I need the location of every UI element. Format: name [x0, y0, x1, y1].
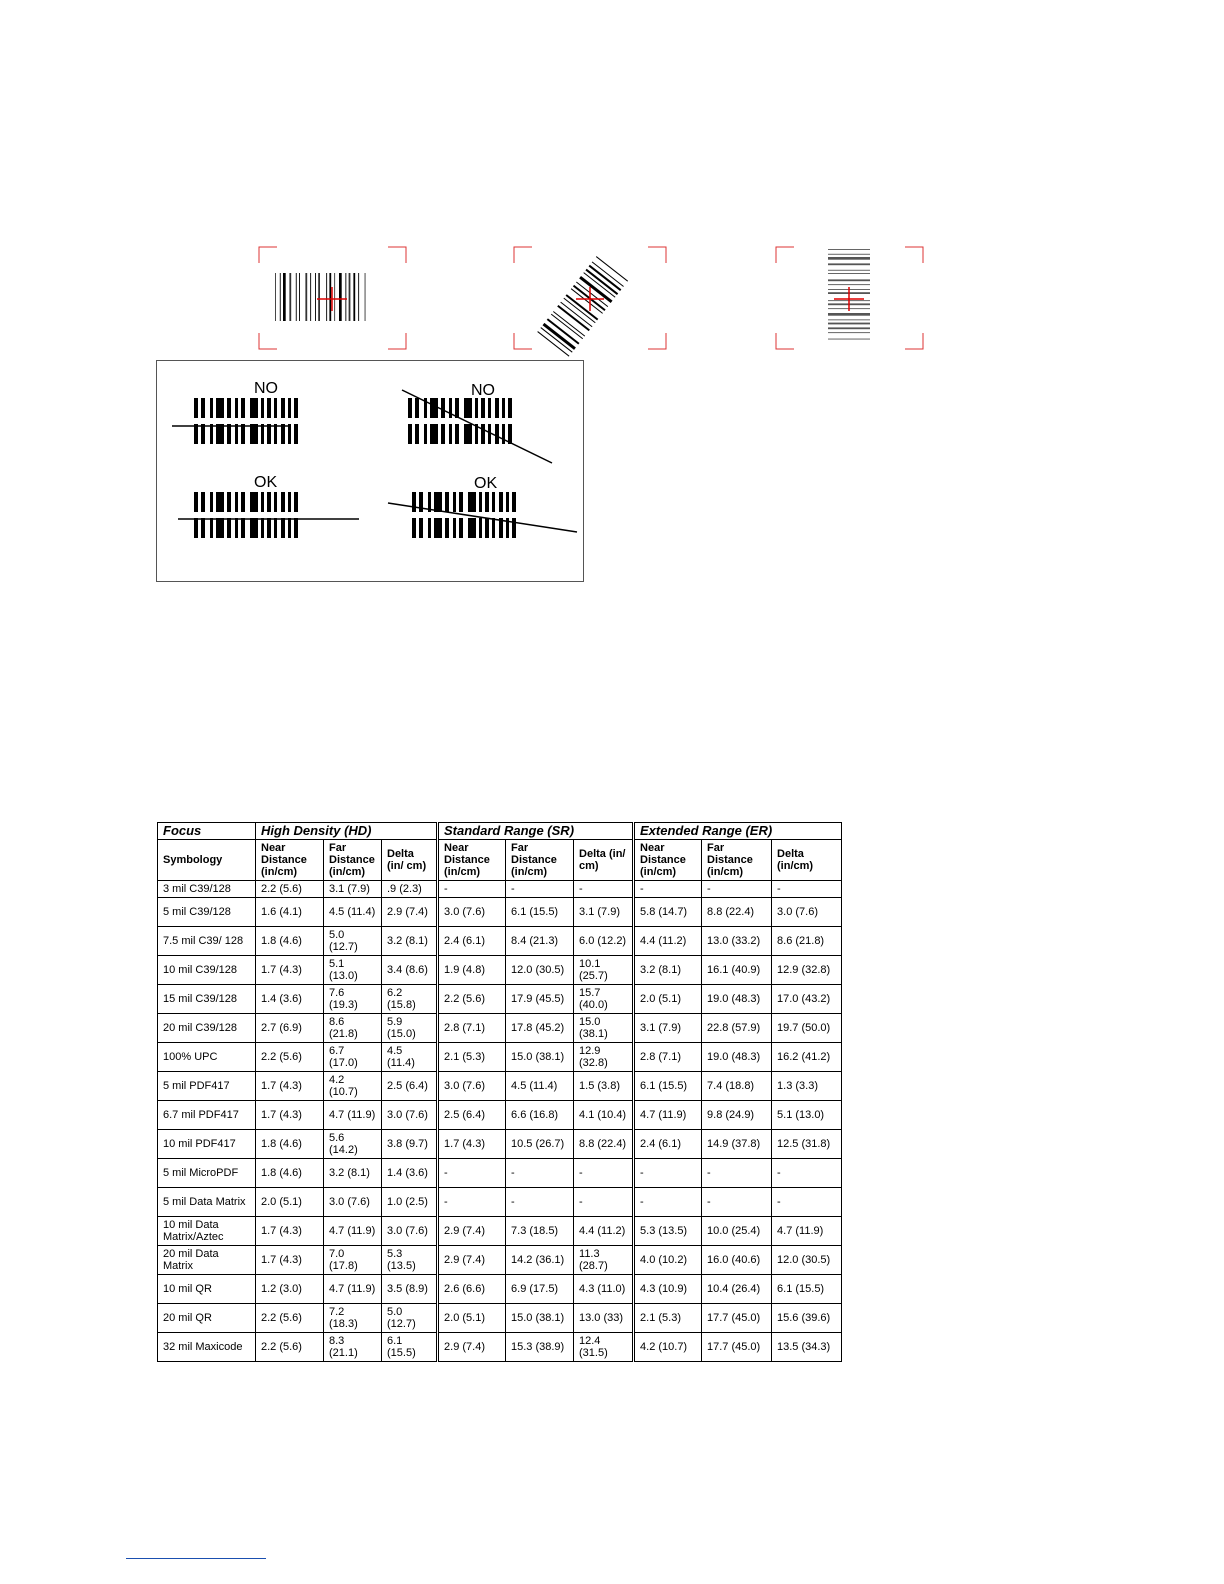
aiming-figure-horizontal [255, 243, 410, 353]
value-cell: - [772, 1159, 842, 1188]
value-cell: 2.1 (5.3) [634, 1304, 702, 1333]
symbology-cell: 6.7 mil PDF417 [158, 1101, 256, 1130]
value-cell: 17.9 (45.5) [506, 985, 574, 1014]
symbology-cell: 5 mil C39/128 [158, 898, 256, 927]
value-cell: 4.3 (10.9) [634, 1275, 702, 1304]
symbology-cell: 7.5 mil C39/ 128 [158, 927, 256, 956]
value-cell: 1.4 (3.6) [256, 985, 324, 1014]
value-cell: 13.0 (33.2) [702, 927, 772, 956]
symbology-cell: 10 mil C39/128 [158, 956, 256, 985]
value-cell: - [634, 1188, 702, 1217]
value-cell: 3.8 (9.7) [382, 1130, 438, 1159]
value-cell: 19.0 (48.3) [702, 1043, 772, 1072]
value-cell: 15.0 (38.1) [506, 1043, 574, 1072]
value-cell: 3.4 (8.6) [382, 956, 438, 985]
value-cell: 2.0 (5.1) [634, 985, 702, 1014]
value-cell: 8.4 (21.3) [506, 927, 574, 956]
value-cell: - [702, 1159, 772, 1188]
value-cell: 2.5 (6.4) [438, 1101, 506, 1130]
value-cell: 4.3 (11.0) [574, 1275, 634, 1304]
value-cell: 9.8 (24.9) [702, 1101, 772, 1130]
value-cell: 15.7 (40.0) [574, 985, 634, 1014]
value-cell: 12.5 (31.8) [772, 1130, 842, 1159]
aiming-figure-diagonal [510, 237, 670, 357]
value-cell: 2.6 (6.6) [438, 1275, 506, 1304]
value-cell: .9 (2.3) [382, 881, 438, 898]
value-cell: 6.9 (17.5) [506, 1275, 574, 1304]
value-cell: 19.7 (50.0) [772, 1014, 842, 1043]
symbology-cell: 5 mil Data Matrix [158, 1188, 256, 1217]
value-cell: 16.2 (41.2) [772, 1043, 842, 1072]
value-cell: 8.3 (21.1) [324, 1333, 382, 1362]
symbology-cell: 15 mil C39/128 [158, 985, 256, 1014]
value-cell: 7.2 (18.3) [324, 1304, 382, 1333]
value-cell: 15.6 (39.6) [772, 1304, 842, 1333]
value-cell: 2.4 (6.1) [634, 1130, 702, 1159]
value-cell: 2.8 (7.1) [438, 1014, 506, 1043]
value-cell: 2.2 (5.6) [256, 1043, 324, 1072]
aiming-figure-vertical [772, 243, 927, 353]
symbology-cell: 10 mil PDF417 [158, 1130, 256, 1159]
column-header: Delta (in/cm) [772, 840, 842, 881]
value-cell: 4.4 (11.2) [574, 1217, 634, 1246]
table-row [158, 1304, 842, 1333]
table-row [158, 1014, 842, 1043]
symbology-cell: 3 mil C39/128 [158, 881, 256, 898]
label-ok-1: OK [254, 474, 278, 491]
table-row [158, 898, 842, 927]
value-cell: 1.5 (3.8) [574, 1072, 634, 1101]
value-cell: 8.8 (22.4) [574, 1130, 634, 1159]
group-hd-header: High Density (HD) [256, 823, 438, 840]
value-cell: 1.0 (2.5) [382, 1188, 438, 1217]
symbology-cell: 10 mil QR [158, 1275, 256, 1304]
value-cell: 12.9 (32.8) [574, 1043, 634, 1072]
value-cell: 12.4 (31.5) [574, 1333, 634, 1362]
value-cell: 3.0 (7.6) [382, 1217, 438, 1246]
crosshair-icon [834, 287, 864, 311]
value-cell: 4.5 (11.4) [382, 1043, 438, 1072]
decode-range-table [157, 822, 842, 1362]
value-cell: 5.3 (13.5) [382, 1246, 438, 1275]
value-cell: 17.8 (45.2) [506, 1014, 574, 1043]
value-cell: 1.8 (4.6) [256, 927, 324, 956]
value-cell: 2.8 (7.1) [634, 1043, 702, 1072]
table-row [158, 1217, 842, 1246]
value-cell: - [634, 881, 702, 898]
value-cell: 4.5 (11.4) [324, 898, 382, 927]
value-cell: 5.1 (13.0) [324, 956, 382, 985]
value-cell: 4.7 (11.9) [324, 1275, 382, 1304]
symbology-cell: 5 mil PDF417 [158, 1072, 256, 1101]
value-cell: - [438, 881, 506, 898]
value-cell: 1.8 (4.6) [256, 1130, 324, 1159]
column-header: Near Distance (in/cm) [256, 840, 324, 881]
value-cell: 3.2 (8.1) [382, 927, 438, 956]
value-cell: - [438, 1188, 506, 1217]
value-cell: 6.1 (15.5) [634, 1072, 702, 1101]
value-cell: 5.3 (13.5) [634, 1217, 702, 1246]
table-row [158, 1333, 842, 1362]
value-cell: 6.1 (15.5) [382, 1333, 438, 1362]
value-cell: 1.8 (4.6) [256, 1159, 324, 1188]
value-cell: 6.1 (15.5) [772, 1275, 842, 1304]
value-cell: 1.9 (4.8) [438, 956, 506, 985]
value-cell: 7.6 (19.3) [324, 985, 382, 1014]
column-header: Far Distance (in/cm) [506, 840, 574, 881]
label-no-2: NO [471, 382, 495, 399]
footnote-separator [126, 1558, 266, 1559]
value-cell: 1.7 (4.3) [256, 1072, 324, 1101]
value-cell: 3.2 (8.1) [634, 956, 702, 985]
value-cell: 6.7 (17.0) [324, 1043, 382, 1072]
table-row [158, 1159, 842, 1188]
value-cell: 2.0 (5.1) [256, 1188, 324, 1217]
value-cell: - [574, 881, 634, 898]
value-cell: - [506, 1188, 574, 1217]
value-cell: 6.6 (16.8) [506, 1101, 574, 1130]
label-no-1: NO [254, 380, 278, 397]
value-cell: 2.5 (6.4) [382, 1072, 438, 1101]
value-cell: 5.9 (15.0) [382, 1014, 438, 1043]
value-cell: 1.7 (4.3) [438, 1130, 506, 1159]
value-cell: 12.0 (30.5) [772, 1246, 842, 1275]
value-cell: 11.3 (28.7) [574, 1246, 634, 1275]
table-row [158, 881, 842, 898]
value-cell: 17.7 (45.0) [702, 1304, 772, 1333]
column-header: Near Distance (in/cm) [438, 840, 506, 881]
group-sr-header: Standard Range (SR) [438, 823, 634, 840]
value-cell: 10.1 (25.7) [574, 956, 634, 985]
value-cell: 10.5 (26.7) [506, 1130, 574, 1159]
value-cell: 15.3 (38.9) [506, 1333, 574, 1362]
column-header-row [158, 840, 842, 881]
value-cell: 2.2 (5.6) [256, 881, 324, 898]
value-cell: 17.7 (45.0) [702, 1333, 772, 1362]
value-cell: 15.0 (38.1) [574, 1014, 634, 1043]
value-cell: 3.0 (7.6) [772, 898, 842, 927]
focus-header: Focus [158, 823, 256, 840]
table-row [158, 1246, 842, 1275]
value-cell: 2.7 (6.9) [256, 1014, 324, 1043]
barcode-horizontal [275, 273, 366, 321]
value-cell: - [438, 1159, 506, 1188]
value-cell: 4.2 (10.7) [324, 1072, 382, 1101]
value-cell: 1.4 (3.6) [382, 1159, 438, 1188]
value-cell: 2.9 (7.4) [438, 1333, 506, 1362]
barcode-diagonal [537, 256, 628, 356]
group-er-header: Extended Range (ER) [634, 823, 842, 840]
table-row [158, 956, 842, 985]
value-cell: 12.0 (30.5) [506, 956, 574, 985]
table-row [158, 1188, 842, 1217]
symbology-cell: 32 mil Maxicode [158, 1333, 256, 1362]
symbology-header: Symbology [158, 840, 256, 881]
symbology-cell: 20 mil QR [158, 1304, 256, 1333]
value-cell: 8.6 (21.8) [772, 927, 842, 956]
table-row [158, 1043, 842, 1072]
value-cell: 17.0 (43.2) [772, 985, 842, 1014]
value-cell: - [772, 881, 842, 898]
value-cell: 4.7 (11.9) [324, 1101, 382, 1130]
value-cell: 4.2 (10.7) [634, 1333, 702, 1362]
value-cell: 4.1 (10.4) [574, 1101, 634, 1130]
crosshair-icon [317, 287, 347, 311]
value-cell: 1.7 (4.3) [256, 1246, 324, 1275]
value-cell: 8.8 (22.4) [702, 898, 772, 927]
column-header: Delta (in/ cm) [574, 840, 634, 881]
value-cell: - [702, 881, 772, 898]
value-cell: 3.0 (7.6) [438, 1072, 506, 1101]
value-cell: 10.0 (25.4) [702, 1217, 772, 1246]
value-cell: 6.1 (15.5) [506, 898, 574, 927]
value-cell: 5.0 (12.7) [324, 927, 382, 956]
value-cell: 4.7 (11.9) [634, 1101, 702, 1130]
value-cell: 3.5 (8.9) [382, 1275, 438, 1304]
value-cell: 19.0 (48.3) [702, 985, 772, 1014]
column-header: Near Distance (in/cm) [634, 840, 702, 881]
value-cell: 1.6 (4.1) [256, 898, 324, 927]
value-cell: 4.4 (11.2) [634, 927, 702, 956]
value-cell: 4.0 (10.2) [634, 1246, 702, 1275]
value-cell: 15.0 (38.1) [506, 1304, 574, 1333]
symbology-cell: 10 mil Data Matrix/Aztec [158, 1217, 256, 1246]
value-cell: 2.2 (5.6) [438, 985, 506, 1014]
value-cell: - [772, 1188, 842, 1217]
symbology-cell: 20 mil C39/128 [158, 1014, 256, 1043]
value-cell: 3.0 (7.6) [382, 1101, 438, 1130]
value-cell: 16.1 (40.9) [702, 956, 772, 985]
scan-line-orientation-figure [156, 360, 584, 582]
value-cell: - [634, 1159, 702, 1188]
table-body [158, 881, 842, 1362]
value-cell: 3.2 (8.1) [324, 1159, 382, 1188]
value-cell: 16.0 (40.6) [702, 1246, 772, 1275]
value-cell: 1.2 (3.0) [256, 1275, 324, 1304]
value-cell: 3.1 (7.9) [634, 1014, 702, 1043]
table-row [158, 1072, 842, 1101]
value-cell: 7.4 (18.8) [702, 1072, 772, 1101]
value-cell: 5.6 (14.2) [324, 1130, 382, 1159]
value-cell: 7.0 (17.8) [324, 1246, 382, 1275]
value-cell: - [506, 1159, 574, 1188]
value-cell: 10.4 (26.4) [702, 1275, 772, 1304]
value-cell: 12.9 (32.8) [772, 956, 842, 985]
value-cell: 5.8 (14.7) [634, 898, 702, 927]
value-cell: 2.4 (6.1) [438, 927, 506, 956]
value-cell: - [506, 881, 574, 898]
value-cell: 1.7 (4.3) [256, 956, 324, 985]
value-cell: 2.9 (7.4) [438, 1246, 506, 1275]
column-header: Far Distance (in/cm) [702, 840, 772, 881]
value-cell: 1.7 (4.3) [256, 1101, 324, 1130]
value-cell: 3.1 (7.9) [574, 898, 634, 927]
value-cell: 2.1 (5.3) [438, 1043, 506, 1072]
column-header: Far Distance (in/cm) [324, 840, 382, 881]
value-cell: 5.1 (13.0) [772, 1101, 842, 1130]
value-cell: 2.2 (5.6) [256, 1333, 324, 1362]
value-cell: 3.0 (7.6) [324, 1188, 382, 1217]
value-cell: - [574, 1159, 634, 1188]
table-row [158, 1101, 842, 1130]
value-cell: - [574, 1188, 634, 1217]
table-row [158, 927, 842, 956]
value-cell: 3.0 (7.6) [438, 898, 506, 927]
symbology-cell: 20 mil Data Matrix [158, 1246, 256, 1275]
value-cell: 13.0 (33) [574, 1304, 634, 1333]
label-ok-2: OK [474, 475, 498, 492]
table-row [158, 1130, 842, 1159]
value-cell: 2.9 (7.4) [438, 1217, 506, 1246]
value-cell: - [702, 1188, 772, 1217]
table-row [158, 985, 842, 1014]
value-cell: 6.0 (12.2) [574, 927, 634, 956]
value-cell: 4.7 (11.9) [772, 1217, 842, 1246]
value-cell: 2.0 (5.1) [438, 1304, 506, 1333]
column-header: Delta (in/ cm) [382, 840, 438, 881]
value-cell: 22.8 (57.9) [702, 1014, 772, 1043]
value-cell: 8.6 (21.8) [324, 1014, 382, 1043]
value-cell: 2.9 (7.4) [382, 898, 438, 927]
value-cell: 3.1 (7.9) [324, 881, 382, 898]
value-cell: 4.7 (11.9) [324, 1217, 382, 1246]
value-cell: 2.2 (5.6) [256, 1304, 324, 1333]
value-cell: 1.3 (3.3) [772, 1072, 842, 1101]
value-cell: 6.2 (15.8) [382, 985, 438, 1014]
symbology-cell: 5 mil MicroPDF [158, 1159, 256, 1188]
value-cell: 7.3 (18.5) [506, 1217, 574, 1246]
value-cell: 13.5 (34.3) [772, 1333, 842, 1362]
value-cell: 14.9 (37.8) [702, 1130, 772, 1159]
value-cell: 5.0 (12.7) [382, 1304, 438, 1333]
value-cell: 14.2 (36.1) [506, 1246, 574, 1275]
symbology-cell: 100% UPC [158, 1043, 256, 1072]
table-row [158, 1275, 842, 1304]
value-cell: 4.5 (11.4) [506, 1072, 574, 1101]
value-cell: 1.7 (4.3) [256, 1217, 324, 1246]
group-header-row [158, 823, 842, 840]
